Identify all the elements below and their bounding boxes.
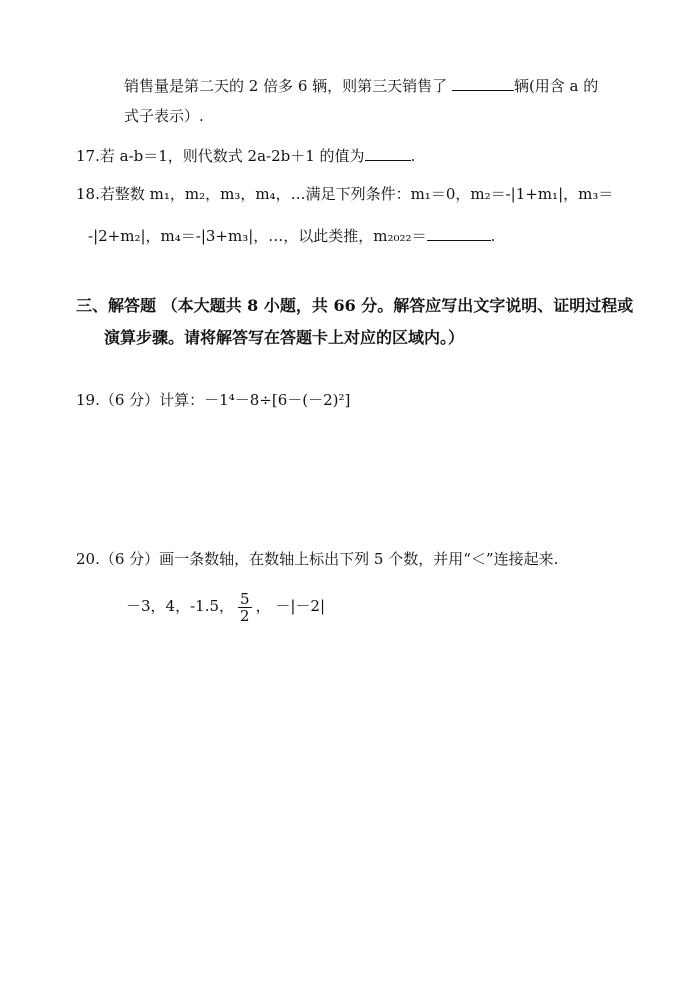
q18-cond3: m₃＝ (578, 185, 614, 203)
q16-line1 (124, 76, 598, 96)
q19-expression: －1⁴－8÷[6－(－2)²] (204, 391, 351, 409)
q20-fraction-numerator: 5 (240, 589, 250, 608)
q20-prompt: 20.（6 分）画一条数轴，在数轴上标出下列 5 个数，并用“＜”连接起来. (76, 550, 559, 568)
q16-answer-blank (452, 76, 514, 91)
section3-desc1: （本大题共 8 小题，共 66 分。解答应写出文字说明、证明过程或 (161, 296, 634, 315)
q17 (76, 146, 415, 166)
q20-fraction-denominator: 2 (240, 606, 250, 625)
q16-line1-text: 销售量是第二天的 2 倍多 6 辆，则第三天销售了 (124, 77, 452, 95)
q16-line1-tail: 辆(用含 a 的 (513, 77, 599, 95)
q18-line2-a: -|2+m₂|， (88, 227, 161, 245)
q17-answer-blank (365, 146, 411, 161)
q20-numbers (126, 588, 325, 624)
q16-line2: 式子表示）. (124, 107, 204, 125)
q18-line2 (88, 226, 495, 246)
q19 (76, 390, 350, 410)
q18-line2-c: m₂₀₂₂＝ (373, 227, 427, 245)
section3-line1 (76, 296, 633, 316)
q20-nums: －3，4，-1.5， (126, 597, 235, 615)
q18-line2-b: m₄＝-|3+m₃|，…，以此类推， (160, 227, 374, 245)
q18-line2-end: . (490, 227, 496, 245)
q20-fraction (238, 591, 252, 624)
q17-text: 17.若 a-b＝1，则代数式 2a-2b＋1 的值为 (76, 147, 365, 165)
q18-line1 (76, 184, 613, 204)
q18-prefix: 18.若整数 (76, 185, 150, 203)
section3-desc2: 演算步骤。请将解答写在答题卡上对应的区域内。） (104, 328, 465, 347)
q20-last: －|－2| (275, 597, 326, 615)
section3-title: 三、解答题 (76, 296, 157, 315)
q19-label: 19.（6 分）计算： (76, 391, 205, 409)
q18-answer-blank (427, 226, 491, 241)
q18-cond1: m₁＝0， (410, 185, 471, 203)
q20-sep: ， (255, 597, 271, 615)
q18-list: m₁，m₂，m₃，m₄，…满足下列条件： (149, 185, 411, 203)
q17-suffix: . (410, 147, 416, 165)
q18-cond2: m₂＝-|1+m₁|， (470, 185, 579, 203)
